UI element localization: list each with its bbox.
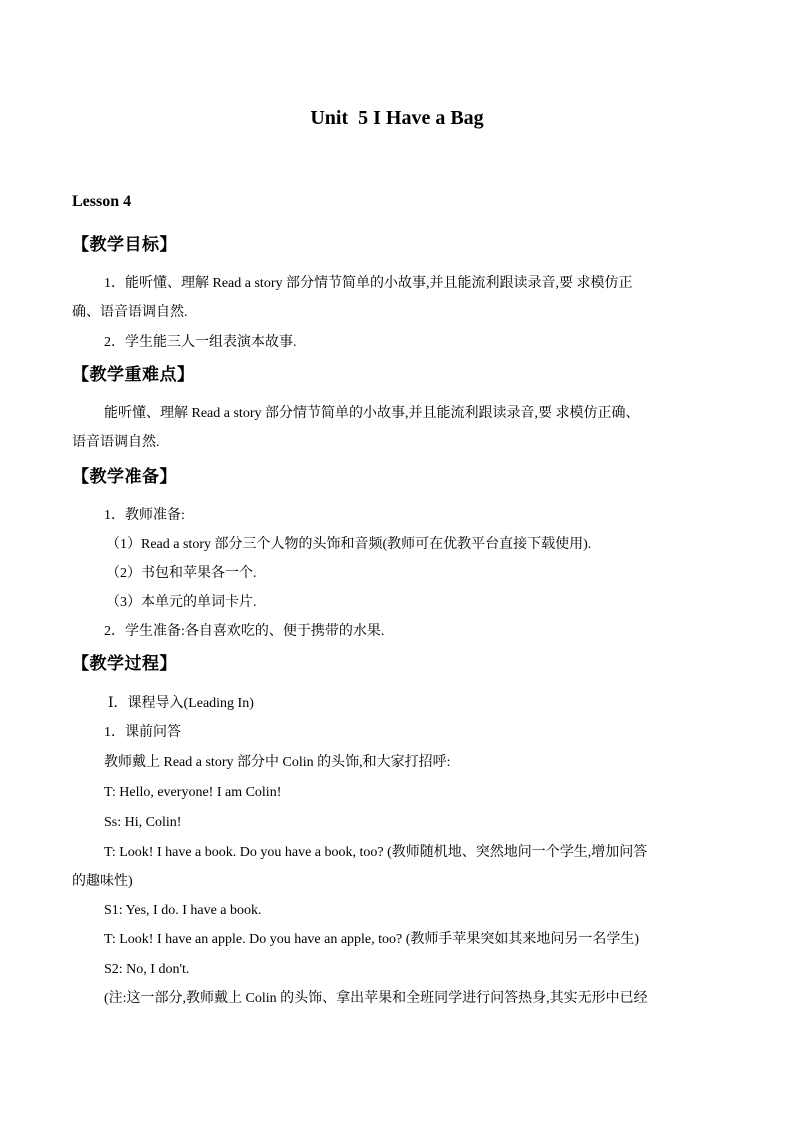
preparation-line: 2．学生准备:各自喜欢吃的、便于携带的水果. [104, 624, 385, 639]
preparation-line: 1．教师准备: [104, 508, 185, 523]
process-line: S2: No, I don't. [104, 962, 190, 977]
preparation-line: （2）书包和苹果各一个. [106, 566, 257, 581]
section-heading-key-points: 【教学重难点】 [72, 365, 195, 385]
process-line: 1．课前问答 [104, 725, 181, 740]
objectives-line: 1．能听懂、理解 Read a story 部分情节简单的小故事,并且能流利跟读录音,要 求模仿正 [104, 276, 633, 291]
process-line: Ⅰ．课程导入(Leading In) [108, 696, 254, 711]
process-line: T: Hello, everyone! I am Colin! [104, 785, 282, 800]
objectives-line: 2．学生能三人一组表演本故事. [104, 335, 297, 350]
process-line: Ss: Hi, Colin! [104, 815, 182, 830]
section-heading-process: 【教学过程】 [72, 654, 177, 674]
page-title: Unit 5 I Have a Bag [310, 107, 484, 129]
process-line: 的趣味性) [72, 874, 133, 889]
lesson-label: Lesson 4 [72, 193, 132, 210]
key-points-line: 能听懂、理解 Read a story 部分情节简单的小故事,并且能流利跟读录音,要 求模仿正确、 [104, 406, 640, 421]
preparation-line: （3）本单元的单词卡片. [106, 595, 257, 610]
section-heading-preparation: 【教学准备】 [72, 467, 177, 487]
key-points-line: 语音语调自然. [72, 435, 160, 450]
objectives-line: 确、语音语调自然. [72, 305, 188, 320]
preparation-line: （1）Read a story 部分三个人物的头饰和音频(教师可在优教平台直接下载使用). [106, 537, 592, 552]
process-line: T: Look! I have a book. Do you have a book, too? (教师随机地、突然地问一个学生,增加问答 [104, 845, 648, 860]
process-line: T: Look! I have an apple. Do you have an apple, too? (教师手苹果突如其来地问另一名学生) [104, 932, 640, 947]
process-line: (注:这一部分,教师戴上 Colin 的头饰、拿出苹果和全班同学进行问答热身,其实无形中已经 [104, 991, 648, 1006]
process-line: S1: Yes, I do. I have a book. [104, 903, 262, 918]
section-heading-objectives: 【教学目标】 [72, 235, 177, 255]
process-line: 教师戴上 Read a story 部分中 Colin 的头饰,和大家打招呼: [104, 755, 451, 770]
